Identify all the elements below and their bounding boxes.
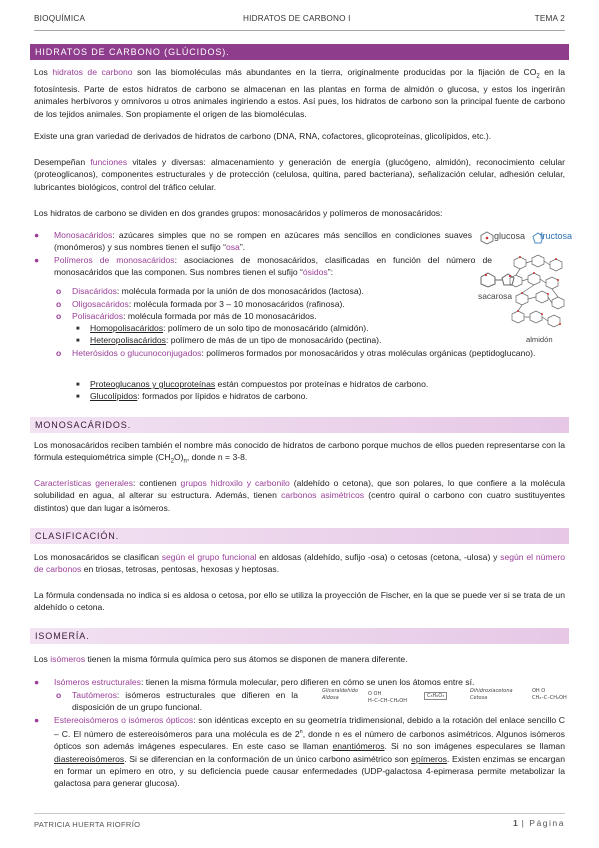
starch-molecule-icon [506, 254, 568, 334]
footer-author: PATRICIA HUERTA RIOFRÍO [34, 820, 141, 829]
groups-paragraph: Los hidratos de carbono se dividen en dos grandes grupos: monosacáridos y polímeros de monosacáridos: [34, 208, 443, 218]
highlight-term: Características generales [34, 478, 133, 488]
text: : formados por lípidos e hidratos de carbono. [137, 391, 308, 401]
cetosa-label: Cetosa [470, 695, 488, 701]
list-item-tautomeros [72, 689, 298, 714]
list-item-homopolisacaridos [90, 322, 470, 334]
highlight-term: Isómeros estructurales [54, 677, 141, 687]
list-item-estereoisomeros [54, 714, 565, 790]
suffix: osa [225, 242, 240, 253]
highlight-term: Monosacáridos [54, 230, 113, 240]
highlight-term: Polisacáridos [72, 311, 124, 321]
text: son las biomoléculas más abundantes en la tierra, originalmente producidas por la fijación de CO [132, 67, 537, 77]
sub-bullet-icon: o [56, 286, 62, 296]
underlined-term: epímeros [411, 753, 447, 764]
square-bullet-icon: ■ [76, 326, 80, 332]
highlight-term: funciones [90, 157, 128, 167]
header-rule [34, 30, 565, 31]
page-word: Página [529, 818, 565, 828]
clasificacion-paragraph [34, 551, 565, 576]
section-title-hidratos: HIDRATOS DE CARBONO (GLÚCIDOS). [30, 44, 569, 60]
text: ”: [327, 267, 333, 278]
sacarosa-label: sacarosa [478, 291, 512, 301]
cetosa-groups: OH O [532, 688, 546, 694]
aldosa-formula: H–C–CH–CH₂OH [368, 698, 407, 704]
underlined-term: Heteropolisacáridos [90, 335, 166, 345]
list-item-disacaridos [72, 285, 472, 297]
text: Desempeñan [34, 157, 91, 167]
list-item-polisacaridos [72, 310, 472, 322]
section-title-clasificacion: CLASIFICACIÓN. [30, 528, 569, 544]
highlight-term: Estereoisómeros o isómeros ópticos [54, 715, 194, 725]
square-bullet-icon: ■ [76, 338, 80, 344]
bullet-icon: ● [34, 230, 40, 240]
square-bullet-icon: ■ [76, 382, 80, 388]
list-item-glucolipidos [90, 390, 560, 402]
caracteristicas-paragraph [34, 477, 565, 514]
glucosa-fructosa-illustration [480, 228, 573, 248]
text: (aldehído o cetona), que son polares, lo que confiere a la molécula solubilidad en agua, al alterar su estructura. Además, tienen [34, 478, 565, 501]
page-number: 1 [512, 818, 518, 828]
text: en la fotosíntesis. Parte de estos hidratos de carbono se almacenan en las plantas en forma de almidón o glucosa, y estos los ingerirán animales herbívoros y omnívoros u otros animales ingiriendo a estos. Así pues, los hidratos de carbono son la principal fuente de carbono de los tejidos animales. Son propiamente el origen de las biomoléculas. [34, 67, 566, 119]
text: : tienen la misma fórmula molecular, pero difieren en cómo se unen los átomos entre sí. [140, 677, 475, 687]
suffix: ósidos [302, 267, 328, 278]
subscript: 2 [170, 459, 174, 466]
text: : polímeros formados por monosacáridos y otras moléculas orgánicas (peptidoglucano). [201, 348, 536, 358]
intro-paragraph [34, 66, 565, 120]
fructosa-label: fructosa [540, 231, 573, 241]
highlight-term: según el grupo funcional [161, 552, 257, 562]
text: . Existen enzimas se encargan en formar un epímero en otro, y su deficiencia puede causar enfermedades (UDP-galactosa 4-epimerasa permite metabolizar la galactosa para generar glucosa). [54, 753, 565, 789]
underlined-term: Glucolípidos [90, 391, 138, 401]
text: , donde n = 3-8. [186, 452, 248, 463]
bullet-icon: ● [34, 677, 40, 687]
sub-bullet-icon: o [56, 348, 62, 358]
glucosa-label: glucosa [494, 231, 526, 241]
highlight-term: según el número de carbonos [34, 552, 565, 575]
highlight-term: Oligosacáridos [72, 299, 129, 309]
text: están compuestos por proteínas e hidratos de carbono. [215, 379, 429, 389]
list-item-proteoglucanos [90, 378, 560, 390]
isomeros-paragraph [34, 653, 565, 665]
list-item-heterosidos [72, 347, 565, 359]
highlight-term: carbonos asimétricos [281, 490, 365, 501]
text: : contienen [133, 478, 181, 488]
text: . Si no son imágenes especulares se llaman [384, 741, 565, 752]
highlight-term: Heterósidos o glucunoconjugados [72, 348, 202, 358]
aldosa-label: Aldosa [322, 695, 339, 701]
text: : asociaciones de monosacáridos, clasificadas en función del número de monosacáridos que las componen. Sus nombres tienen el sufijo “ [54, 255, 493, 278]
functions-paragraph [34, 156, 565, 193]
text: en triosas, tetrosas, pentosas, hexosas y heptosas. [81, 564, 280, 575]
sub-bullet-icon: o [56, 311, 62, 321]
aldosa-groups: O OH [368, 691, 382, 697]
text: : molécula formada por más de 10 monosacáridos. [123, 311, 317, 321]
subscript: n [183, 459, 187, 466]
highlight-term: Tautómeros [72, 690, 117, 700]
text: tienen la misma fórmula química pero sus átomos se disponen de manera diferente. [85, 654, 408, 664]
subscript: 2 [536, 73, 540, 80]
derivatives-paragraph: Existe una gran variedad de derivados de hidratos de carbono (DNA, RNA, cofactores, glicoproteínas, glicolípidos, etc.). [34, 131, 492, 141]
gliceraldehido-label: Gliceraldehído [322, 688, 359, 694]
section-title-monosacaridos: MONOSACÁRIDOS. [30, 417, 569, 433]
highlight-term: Disacáridos [72, 286, 117, 296]
sub-bullet-icon: o [56, 299, 62, 309]
highlight-term: hidratos de carbono [52, 67, 133, 77]
fischer-paragraph: La fórmula condensada no indica si es aldosa o cetosa, por ello se utiliza la proyección de Fischer, en la que se puede ver si se trata de un aldehído o cetona. [34, 590, 565, 613]
sub-bullet-icon: o [56, 690, 62, 700]
highlight-term: Polímeros de monosacáridos [54, 255, 175, 265]
header-subject: BIOQUÍMICA [34, 14, 86, 23]
list-item-heteropolisacaridos [90, 334, 470, 346]
underlined-term: enantiómeros [332, 741, 385, 752]
text: . Si se diferencian en la conformación de un único carbono asimétrico son [124, 753, 412, 764]
text: Los [34, 654, 51, 664]
underlined-term: Homopolisacáridos [90, 323, 164, 333]
almidon-label: almidón [526, 335, 553, 344]
tautomer-illustration [322, 688, 572, 716]
list-item-polimeros [54, 254, 492, 279]
text: vitales y diversas: almacenamiento y generación de energía (glucógeno, almidón), reconocimiento celular (proteoglicanos), componentes estructurales y de protección (celulosa, quitina, pared bacteriana), señalización celular, adhesión celular, lubricantes biológicos, control del tráfico celular. [34, 157, 565, 192]
text: Los monosacáridos se clasifican [34, 552, 162, 562]
separator: | [517, 818, 530, 828]
footer-page-number [513, 818, 565, 828]
text: (centro quiral o carbono con cuatro sustituyentes distintos) que dan lugar a isómeros. [34, 490, 565, 513]
list-item-oligosacaridos [72, 298, 472, 310]
text: Los monosacáridos reciben también el nombre más conocido de hidratos de carbono porque muchos de ellos pueden representarse con la fórmula estequiométrica simple (CH [34, 440, 565, 463]
underlined-term: diastereoisómeros [54, 753, 125, 764]
footer-rule [34, 813, 565, 814]
bullet-icon: ● [34, 715, 40, 725]
cetosa-formula: CH₂–C–CH₂OH [532, 695, 567, 701]
header-title: HIDRATOS DE CARBONO I [243, 14, 351, 23]
dihidroxiacetona-label: Dihidroxiacetona [470, 688, 513, 694]
list-item-isomeros-estructurales [54, 676, 565, 688]
text: ”. [239, 242, 246, 253]
text: : son idénticas excepto en su geometría tridimensional, debido a la rotación del enlace sencillo C – C. El número de estereoisómeros para una molécula es de 2 [54, 715, 565, 740]
square-bullet-icon: ■ [76, 394, 80, 400]
text: : polímero de un solo tipo de monosacárido (almidón). [163, 323, 369, 333]
text: en aldosas (aldehído, sufijo -osa) o cetosas (cetona, -ulosa) y [256, 552, 501, 562]
list-item-monosacaridos [54, 229, 472, 254]
glucose-ring-icon [480, 231, 494, 245]
highlight-term: grupos hidroxilo y carbonilo [180, 478, 290, 488]
section-title-isomeria: ISOMERÍA. [30, 628, 569, 644]
text: O) [173, 452, 184, 463]
superscript: n [299, 729, 303, 736]
text: : azúcares simples que no se rompen en azúcares más sencillos en condiciones suaves (monómeros) y sus nombres tienen el sufijo “ [54, 230, 472, 253]
text: : molécula formada por 3 – 10 monosacáridos (rafinosa). [128, 299, 345, 309]
molecular-formula: C₃H₆O₃ [424, 692, 447, 700]
page-header [34, 14, 565, 28]
page-footer [34, 818, 565, 832]
bullet-icon: ● [34, 255, 40, 265]
text: Los [34, 67, 53, 77]
underlined-term: Proteoglucanos y glucoproteínas [90, 379, 216, 389]
text: : isómeros estructurales que difieren en la disposición de un grupo funcional. [72, 690, 298, 713]
text: : molécula formada por la unión de dos monosacáridos (lactosa). [116, 286, 364, 296]
text: : polímero de más de un tipo de monosacárido (pectina). [165, 335, 382, 345]
monosacaridos-paragraph [34, 439, 565, 468]
header-topic: TEMA 2 [534, 14, 565, 23]
highlight-term: isómeros [50, 654, 86, 664]
text: , donde n es el número de carbonos asimétricos. Algunos isómeros ópticos son además imágenes especulares. En este caso se llaman [54, 729, 565, 752]
almidon-illustration [506, 254, 568, 346]
